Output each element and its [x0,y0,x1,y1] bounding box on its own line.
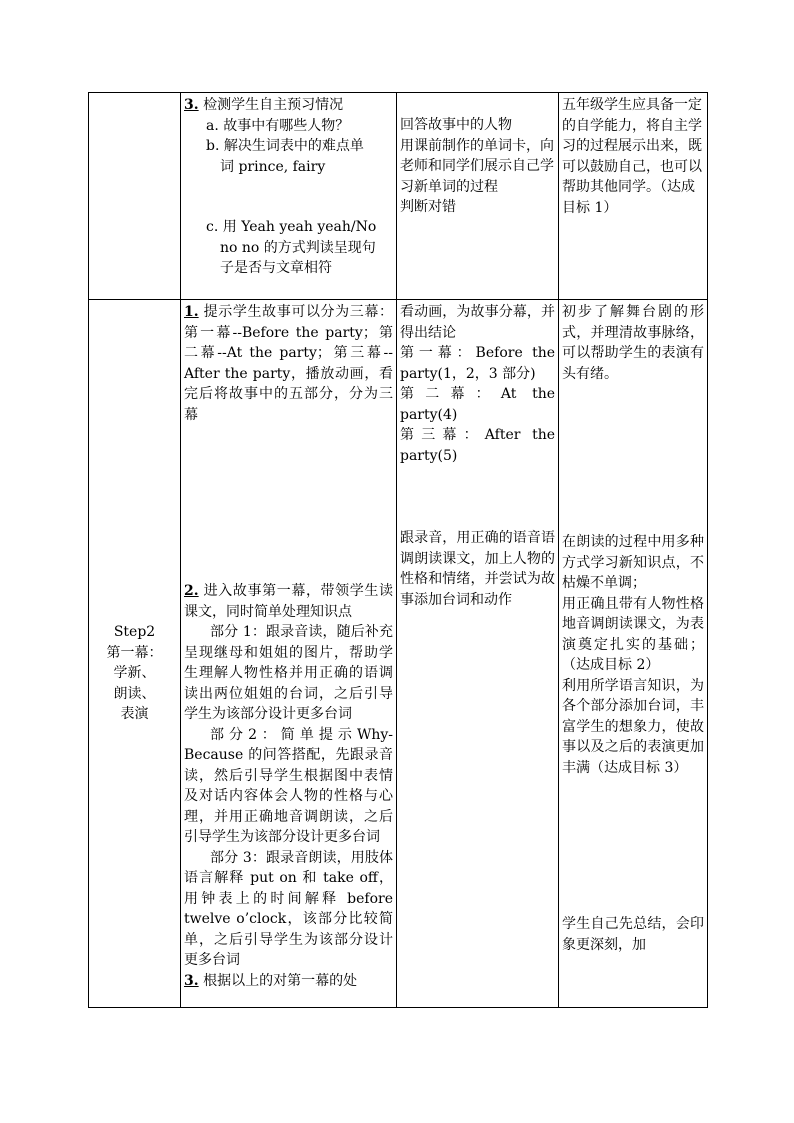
table-row [89,93,708,300]
step-cell [89,300,181,1008]
teacher-activity-cell [181,93,397,300]
student-activity-cell [397,93,559,300]
purpose-text-3: 用正确且带有人物性格地音调朗读课文，为表演奠定扎实的基础；（达成目标 2） [562,595,704,673]
sub-item-c: c. 用 Yeah yeah yeah/No [206,219,377,235]
item-text: 进入故事第一幕，带领学生读课文，同时简单处理知识点 [184,583,393,620]
step-task-1: 学新、 [113,665,156,682]
item-number: 1. [184,304,199,320]
student-activity-cell [397,300,559,1008]
purpose-cell [559,300,708,1008]
student-text-3: 判断对错 [400,199,456,215]
student-text-2: 用课前制作的单词卡，向老师和同学们展示自己学习新单词的过程 [400,137,554,195]
act-3: 第三幕：After the party(5) [400,427,555,464]
teacher-item-1 [184,302,393,425]
teacher-item-3 [184,95,393,116]
item-number: 3. [184,972,199,989]
part-3-text: 部分 3：跟录音朗读，用肢体语言解释 put on 和 take off，用钟表上的时间解释 before twelve o’clock，该部分比较简单，之后引导学生为该部分设计更多台词 [184,849,393,968]
teacher-item-3 [184,971,393,992]
sub-item-b-cont: 词 prince, fairy [220,158,326,175]
purpose-text-2: 在朗读的过程中用多种方式学习新知识点，不枯燥不单调； [562,534,704,591]
part-2-text: 部 分 2 ： 简 单 提 示 Why-Because 的问答搭配，先跟录音读，然后引导学生根据图中表情及对话内容体会人物的性格与心理，并用正确地音调朗读，之后引导学生为该部分设计更多台词 [184,726,393,845]
step-task-2: 朗读、 [113,685,156,702]
step-act: 第一幕： [106,644,163,661]
student-text-2: 跟录音，用正确的语音语调朗读课文，加上人物的性格和情绪，并尝试为故事添加台词和动作 [400,530,555,608]
teacher-activity-cell [181,300,397,1008]
purpose-text: 五年级学生应具备一定的自学能力，将自主学习的过程展示出来，既可以鼓励自己，也可以帮助其他同学。（达成目标 1） [562,97,702,216]
purpose-text-4: 利用所学语言知识，为各个部分添加台词，丰富学生的想象力，使故事以及之后的表演更加丰满（达成目标 3） [562,677,704,776]
student-text-1: 回答故事中的人物 [400,117,512,133]
item-number: 3. [184,97,199,113]
sub-item-a: a. 故事中有哪些人物？ [206,117,350,134]
item-number: 2. [184,583,199,599]
item-text: 提示学生故事可以分为三幕：第一幕--Before the party；第二幕--At the party；第三幕--After the party，播放动画，看完后将故事中的五部分，分为三幕 [184,304,393,423]
purpose-cell [559,93,708,300]
item-title: 检测学生自主预习情况 [203,97,344,113]
lesson-plan-table [88,92,708,1008]
act-2: 第二幕：At the party(4) [400,386,555,423]
step-label: Step2 [113,624,156,641]
teacher-item-2 [184,581,393,622]
sub-item-c-cont1: no no 的方式判读呈现句 [220,239,376,256]
table-row [89,300,708,1008]
purpose-text-1: 初步了解舞台剧的形式，并理清故事脉络，可以帮助学生的表演有头有绪。 [562,304,704,382]
part-1-text: 部分 1：跟录音读，随后补充呈现继母和姐姐的图片，帮助学生理解人物性格并用正确的语调读出两位姐姐的台词，之后引导学生为该部分设计更多台词 [184,624,393,722]
sub-item-b: b. 解决生词表中的难点单 [206,138,364,154]
sub-item-c-cont2: 子是否与文章相符 [220,260,332,276]
student-text-1: 看动画，为故事分幕，并得出结论 [400,304,555,341]
act-1: 第一幕：Before the party(1，2，3 部分) [400,345,555,382]
item-text: 根据以上的对第一幕的处 [198,972,358,989]
step-cell-empty [89,93,181,300]
purpose-text-5: 学生自己先总结，会印象更深刻，加 [562,916,704,953]
step-task-3: 表演 [120,706,149,723]
